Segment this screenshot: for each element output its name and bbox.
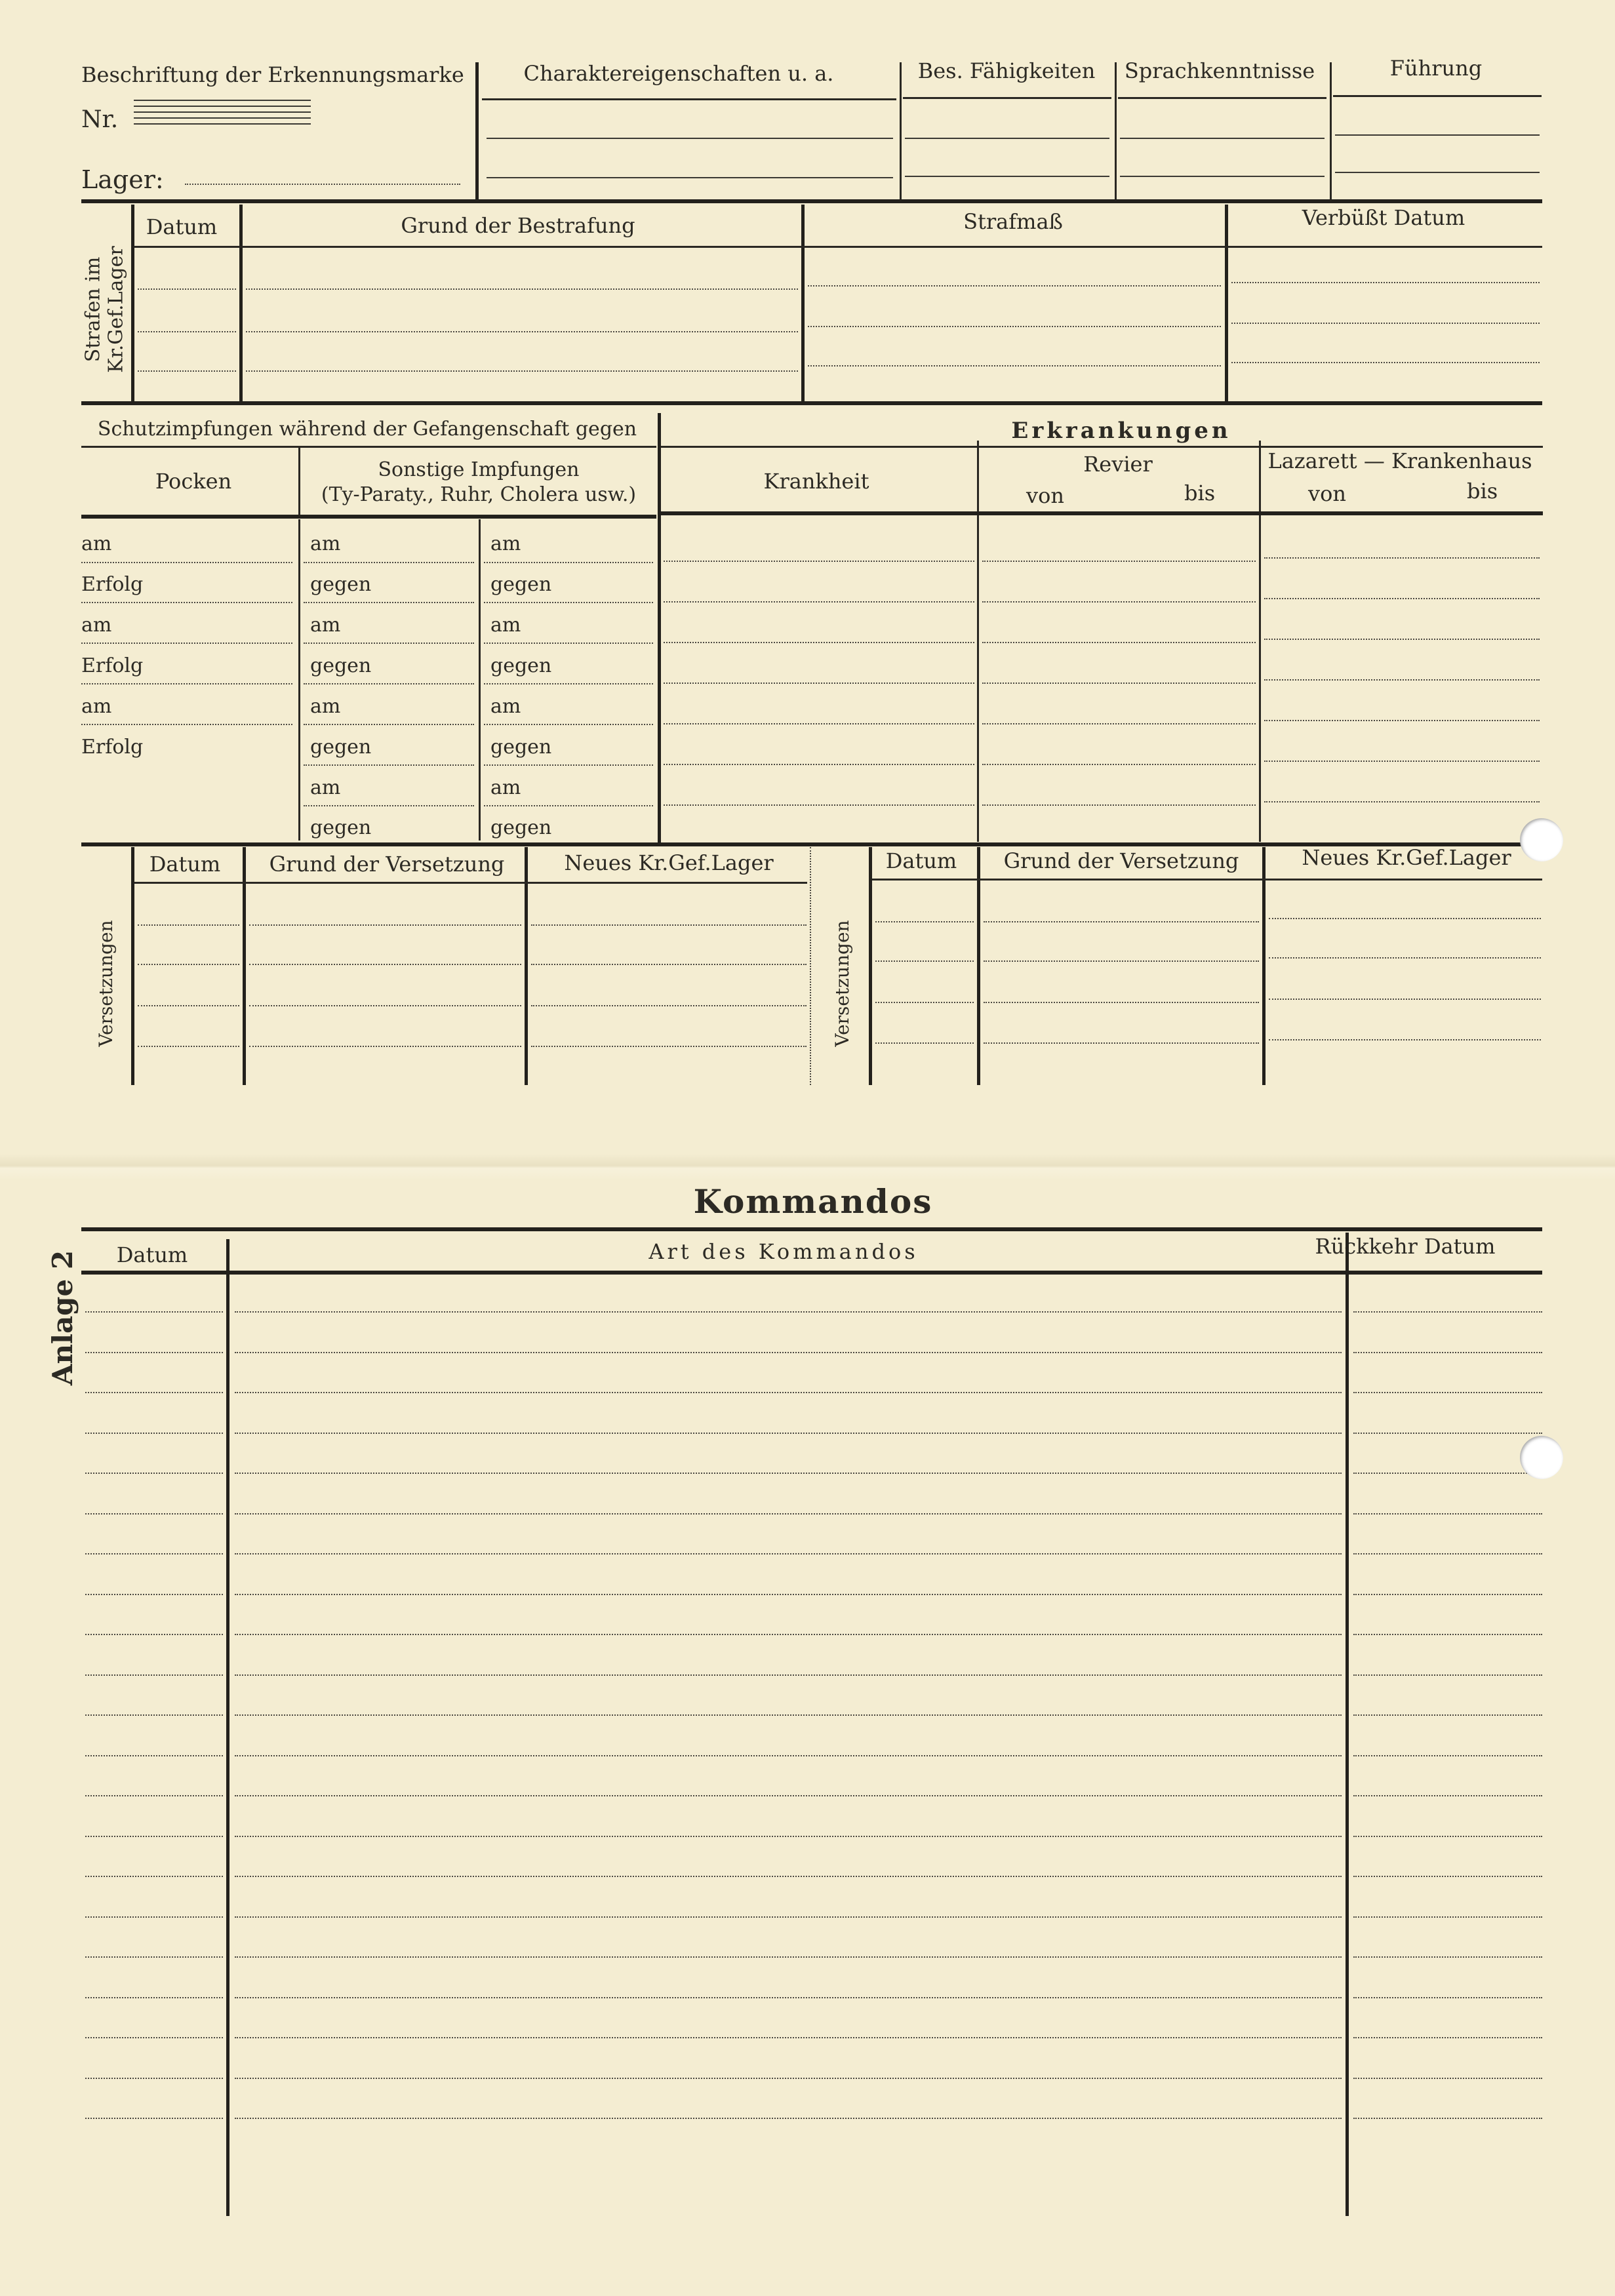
fuehrung-line[interactable] [1335, 172, 1540, 173]
pocken-am: am [81, 695, 112, 718]
punch-hole [1520, 1436, 1563, 1479]
lager-field[interactable] [185, 184, 460, 185]
kommandos-datum-line[interactable] [85, 1392, 223, 1393]
krankheit-line[interactable] [664, 804, 974, 806]
lazarett-line[interactable] [1264, 761, 1540, 762]
pocken-erfolg: Erfolg [81, 573, 144, 596]
versetzungen-right-line[interactable] [875, 960, 974, 962]
versetzungen-right-line[interactable] [984, 1002, 1259, 1003]
strafen-datum-line[interactable] [138, 370, 236, 372]
kommandos-datum-line[interactable] [85, 1433, 223, 1434]
kommandos-datum-line[interactable] [85, 1594, 223, 1595]
anlage-label: Anlage 2 [46, 1250, 79, 1386]
punch-hole [1520, 818, 1563, 861]
kommandos-rueckkehr-line[interactable] [1353, 1392, 1542, 1393]
lazarett-bis: bis [1467, 479, 1498, 504]
sonstige-am: am [310, 695, 341, 718]
kommandos-datum-line[interactable] [85, 1311, 223, 1313]
kommandos-rueckkehr-line[interactable] [1353, 1553, 1542, 1554]
pocken-erfolg: Erfolg [81, 736, 144, 759]
revier-line[interactable] [982, 601, 1256, 603]
sonstige-line[interactable] [484, 562, 653, 563]
kommandos-art-line[interactable] [235, 1714, 1342, 1716]
versetzungen-left-line[interactable] [249, 1046, 521, 1047]
erkrankungen-title: Erkrankungen [1011, 418, 1231, 444]
strafen-grund-header: Grund der Bestrafung [401, 213, 635, 238]
sonstige-line[interactable] [304, 805, 474, 806]
kommandos-datum-line[interactable] [85, 1956, 223, 1958]
pocken-line[interactable] [81, 724, 292, 725]
kommandos-art-line[interactable] [235, 1634, 1342, 1635]
sonstige-am: am [310, 532, 341, 555]
kommandos-rueckkehr-line[interactable] [1353, 1916, 1542, 1918]
versetzungen-left-datum-header: Datum [149, 852, 221, 877]
lazarett-line[interactable] [1264, 639, 1540, 640]
sonstige-line[interactable] [304, 683, 474, 684]
pocken-erfolg: Erfolg [81, 654, 144, 677]
kommandos-rueckkehr-line[interactable] [1353, 1594, 1542, 1595]
kommandos-art-line[interactable] [235, 1513, 1342, 1514]
sonstige-gegen: gegen [490, 654, 552, 677]
strafen-grund-line[interactable] [246, 331, 798, 332]
strafen-strafmass-line[interactable] [808, 285, 1221, 287]
versetzungen-left-grund-header: Grund der Versetzung [269, 852, 505, 877]
kommandos-datum-line[interactable] [85, 1876, 223, 1877]
kommandos-rueckkehr-line[interactable] [1353, 1836, 1542, 1837]
lazarett-line[interactable] [1264, 801, 1540, 802]
kommandos-rueckkehr-line[interactable] [1353, 1352, 1542, 1353]
versetzungen-left-line[interactable] [531, 1005, 807, 1006]
sonstige-line[interactable] [304, 562, 474, 563]
sonstige-gegen: gegen [310, 736, 372, 759]
versetzungen-left-line[interactable] [249, 964, 521, 965]
kommandos-art-line[interactable] [235, 2037, 1342, 2038]
versetzungen-left-line[interactable] [138, 964, 239, 965]
strafen-verbuesst-line[interactable] [1231, 323, 1540, 324]
revier-line[interactable] [982, 561, 1256, 562]
pocken-line[interactable] [81, 643, 292, 644]
sonstige-line[interactable] [484, 602, 653, 603]
sonstige-am: am [490, 532, 521, 555]
kommandos-datum-line[interactable] [85, 2078, 223, 2079]
kommandos-rueckkehr-line[interactable] [1353, 1755, 1542, 1756]
versetzungen-right-line[interactable] [984, 1042, 1259, 1044]
faehigkeiten-line[interactable] [905, 176, 1109, 177]
sonstige-am: am [310, 776, 341, 799]
sonstige-line[interactable] [304, 643, 474, 644]
lazarett-header: Lazarett — Krankenhaus [1267, 448, 1532, 473]
strafen-strafmass-line[interactable] [808, 365, 1221, 366]
sonstige-gegen: gegen [490, 573, 552, 596]
kommandos-rueckkehr-line[interactable] [1353, 1956, 1542, 1958]
kommandos-datum-line[interactable] [85, 2037, 223, 2038]
kommandos-rueckkehr-line[interactable] [1353, 1795, 1542, 1796]
kommandos-art-line[interactable] [235, 2078, 1342, 2079]
kommandos-datum-line[interactable] [85, 1755, 223, 1756]
kommandos-datum-line[interactable] [85, 1553, 223, 1554]
versetzungen-left-line[interactable] [531, 924, 807, 926]
sonstige-line[interactable] [484, 764, 653, 766]
versetzungen-right-datum-header: Datum [885, 848, 957, 873]
sonstige-line[interactable] [304, 602, 474, 603]
kommandos-rueckkehr-line[interactable] [1353, 1473, 1542, 1474]
nr-field[interactable] [134, 100, 311, 126]
pocken-header: Pocken [155, 469, 232, 494]
sonstige-gegen: gegen [490, 736, 552, 759]
erkennungsmarke-label: Beschriftung der Erkennungsmarke [81, 62, 464, 87]
charakter-line[interactable] [487, 177, 893, 178]
kommandos-rueckkehr-line[interactable] [1353, 1714, 1542, 1716]
sonstige-am: am [490, 695, 521, 718]
kommandos-art-line[interactable] [235, 1795, 1342, 1796]
kommandos-rueckkehr-line[interactable] [1353, 1433, 1542, 1434]
versetzungen-left-line[interactable] [531, 964, 807, 965]
versetzungen-left-line[interactable] [531, 1046, 807, 1047]
sonstige-gegen: gegen [490, 816, 552, 839]
pocken-am: am [81, 614, 112, 637]
versetzungen-right-side-label: Versetzungen [831, 920, 853, 1047]
sprachen-header: Sprachkenntnisse [1124, 58, 1315, 83]
kommandos-rueckkehr-line[interactable] [1353, 1311, 1542, 1313]
lager-label: Lager: [81, 165, 164, 194]
versetzungen-left-line[interactable] [249, 924, 521, 926]
kommandos-art-line[interactable] [235, 1473, 1342, 1474]
strafen-grund-line[interactable] [246, 288, 798, 290]
kommandos-art-line[interactable] [235, 2118, 1342, 2119]
kommandos-datum-header: Datum [116, 1242, 188, 1267]
sonstige-header-1: Sonstige Impfungen [378, 458, 580, 481]
sonstige-am: am [490, 614, 521, 637]
strafen-datum-line[interactable] [138, 288, 236, 290]
versetzungen-right-lager-header: Neues Kr.Gef.Lager [1302, 845, 1511, 870]
revier-line[interactable] [982, 764, 1256, 765]
versetzungen-left-line[interactable] [138, 924, 239, 926]
lazarett-von: von [1308, 481, 1346, 506]
strafen-side-label: Strafen im Kr.Gef.Lager [81, 246, 127, 373]
kommandos-rueckkehr-line[interactable] [1353, 1634, 1542, 1635]
krankheit-line[interactable] [664, 723, 974, 724]
krankheit-line[interactable] [664, 764, 974, 765]
kommandos-datum-line[interactable] [85, 1916, 223, 1918]
lazarett-line[interactable] [1264, 598, 1540, 599]
kommandos-datum-line[interactable] [85, 1795, 223, 1796]
sonstige-line[interactable] [304, 724, 474, 725]
sprachen-line[interactable] [1120, 176, 1325, 177]
kommandos-datum-line[interactable] [85, 1513, 223, 1514]
kommandos-art-line[interactable] [235, 1997, 1342, 1998]
versetzungen-right-line[interactable] [875, 1042, 974, 1044]
kommandos-art-line[interactable] [235, 1956, 1342, 1958]
strafen-verbuesst-header: Verbüßt Datum [1302, 205, 1465, 230]
kommandos-rueckkehr-line[interactable] [1353, 1997, 1542, 1998]
sonstige-line[interactable] [484, 643, 653, 644]
kommandos-art-line[interactable] [235, 1352, 1342, 1353]
versetzungen-right-line[interactable] [875, 921, 974, 922]
kommandos-title: Kommandos [693, 1182, 933, 1221]
nr-label: Nr. [81, 106, 119, 133]
kommandos-datum-line[interactable] [85, 1714, 223, 1716]
faehigkeiten-line[interactable] [905, 138, 1109, 139]
revier-line[interactable] [982, 804, 1256, 806]
versetzungen-left-line[interactable] [138, 1005, 239, 1006]
kommandos-art-header: Art des Kommandos [648, 1239, 919, 1264]
versetzungen-right-line[interactable] [984, 960, 1259, 962]
lazarett-line[interactable] [1264, 679, 1540, 681]
kommandos-art-line[interactable] [235, 1553, 1342, 1554]
versetzungen-right-line[interactable] [875, 1002, 974, 1003]
kommandos-rueckkehr-line[interactable] [1353, 2078, 1542, 2079]
lazarett-line[interactable] [1264, 557, 1540, 559]
kommandos-rueckkehr-line[interactable] [1353, 2037, 1542, 2038]
kommandos-datum-line[interactable] [85, 1473, 223, 1474]
kommandos-datum-line[interactable] [85, 1997, 223, 1998]
charakter-header: Charaktereigenschaften u. a. [523, 61, 834, 86]
kommandos-datum-line[interactable] [85, 1674, 223, 1676]
versetzungen-right-line[interactable] [1269, 999, 1541, 1000]
kommandos-datum-line[interactable] [85, 1634, 223, 1635]
kommandos-rueckkehr-line[interactable] [1353, 1513, 1542, 1514]
versetzungen-left-lager-header: Neues Kr.Gef.Lager [564, 850, 774, 875]
versetzungen-right-grund-header: Grund der Versetzung [1003, 848, 1239, 873]
krankheit-line[interactable] [664, 642, 974, 643]
faehigkeiten-header: Bes. Fähigkeiten [917, 58, 1096, 83]
kommandos-rueckkehr-line[interactable] [1353, 2118, 1542, 2119]
sonstige-am: am [490, 776, 521, 799]
sonstige-line[interactable] [484, 683, 653, 684]
kommandos-datum-line[interactable] [85, 1352, 223, 1353]
versetzungen-left-line[interactable] [138, 1046, 239, 1047]
charakter-line[interactable] [487, 138, 893, 139]
strafen-datum-header: Datum [146, 214, 218, 239]
versetzungen-right-line[interactable] [1269, 1039, 1541, 1040]
kommandos-datum-line[interactable] [85, 2118, 223, 2119]
strafen-grund-line[interactable] [246, 370, 798, 372]
sonstige-gegen: gegen [310, 654, 372, 677]
krankheit-line[interactable] [664, 683, 974, 684]
pocken-line[interactable] [81, 562, 292, 563]
versetzungen-right-line[interactable] [1269, 918, 1541, 919]
sonstige-gegen: gegen [310, 573, 372, 596]
krankheit-line[interactable] [664, 561, 974, 562]
impfungen-title: Schutzimpfungen während der Gefangenschaft gegen [97, 418, 637, 441]
revier-von: von [1026, 483, 1064, 508]
revier-line[interactable] [982, 642, 1256, 643]
kommandos-rueckkehr-line[interactable] [1353, 1674, 1542, 1676]
kommandos-art-line[interactable] [235, 1311, 1342, 1313]
sonstige-line[interactable] [304, 764, 474, 766]
sonstige-line[interactable] [484, 724, 653, 725]
strafen-verbuesst-line[interactable] [1231, 362, 1540, 363]
sprachen-line[interactable] [1120, 138, 1325, 139]
sonstige-line[interactable] [484, 805, 653, 806]
kommandos-art-line[interactable] [235, 1674, 1342, 1676]
fuehrung-header: Führung [1389, 56, 1483, 81]
revier-header: Revier [1083, 452, 1153, 477]
kommandos-art-line[interactable] [235, 1433, 1342, 1434]
kommandos-rueckkehr-line[interactable] [1353, 1876, 1542, 1877]
pocken-line[interactable] [81, 602, 292, 603]
strafen-datum-line[interactable] [138, 331, 236, 332]
pocken-am: am [81, 532, 112, 555]
versetzungen-left-side-label: Versetzungen [94, 920, 117, 1047]
revier-line[interactable] [982, 683, 1256, 684]
revier-line[interactable] [982, 723, 1256, 724]
sonstige-gegen: gegen [310, 816, 372, 839]
strafen-verbuesst-line[interactable] [1231, 282, 1540, 283]
strafen-strafmass-line[interactable] [808, 326, 1221, 327]
sonstige-am: am [310, 614, 341, 637]
kommandos-art-line[interactable] [235, 1755, 1342, 1756]
lazarett-line[interactable] [1264, 720, 1540, 721]
fuehrung-line[interactable] [1335, 134, 1540, 136]
kommandos-datum-line[interactable] [85, 1836, 223, 1837]
krankheit-line[interactable] [664, 601, 974, 603]
kommandos-art-line[interactable] [235, 1876, 1342, 1877]
kommandos-art-line[interactable] [235, 1392, 1342, 1393]
versetzungen-right-line[interactable] [984, 921, 1259, 922]
versetzungen-left-line[interactable] [249, 1005, 521, 1006]
fold-crease [0, 1154, 1615, 1180]
kommandos-art-line[interactable] [235, 1594, 1342, 1595]
pocken-line[interactable] [81, 683, 292, 684]
sonstige-header-2: (Ty-Paraty., Ruhr, Cholera usw.) [321, 483, 637, 506]
versetzungen-right-line[interactable] [1269, 957, 1541, 959]
kommandos-rueckkehr-header: Rückkehr Datum [1315, 1234, 1496, 1259]
kommandos-art-line[interactable] [235, 1916, 1342, 1918]
krankheit-header: Krankheit [763, 469, 869, 494]
strafen-strafmass-header: Strafmaß [963, 209, 1063, 234]
kommandos-art-line[interactable] [235, 1836, 1342, 1837]
revier-bis: bis [1184, 481, 1216, 505]
